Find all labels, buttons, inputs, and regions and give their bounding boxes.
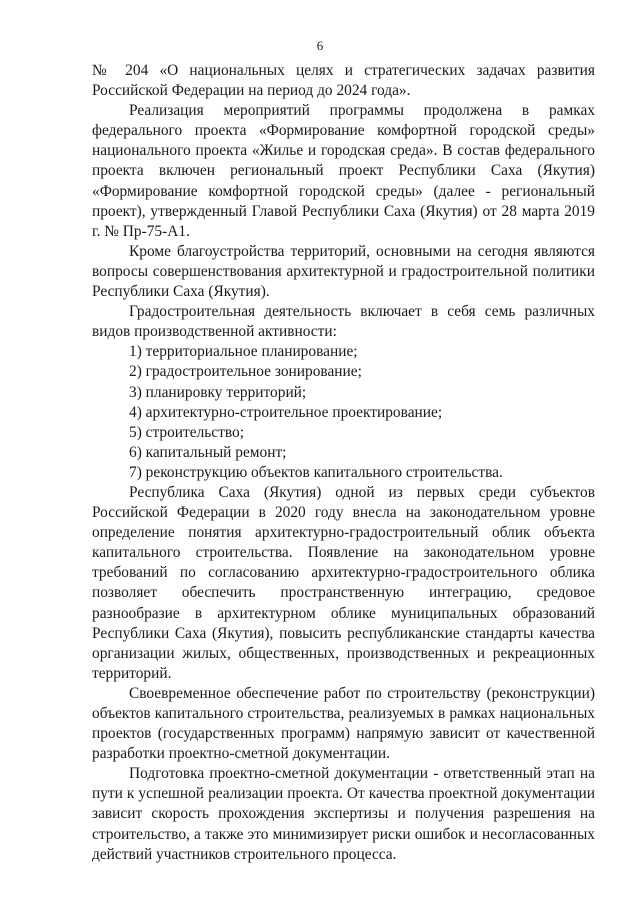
list-item: 2) градостроительное зонирование; — [129, 363, 362, 381]
activity-list — [92, 342, 595, 483]
paragraph-decree-reference: № 204 «О национальных целях и стратегических задачах развития Российской Федерации на период до 2024 года». — [92, 62, 595, 100]
paragraph-activity-types: Градостроительная деятельность включает в себя семь различных видов производственной активности: — [92, 303, 595, 341]
list-item: 4) архитектурно-строительное проектирование; — [129, 403, 443, 421]
paragraph-architectural-appearance: Республика Саха (Якутия) одной из первых среди субъектов Российской Федерации в 2020 году внесла на законодательном уровне определение понятия архитектурно-градостроительный облик объекта капитального строительства. Появление на законодательном уровне требований по согласованию архитектурно-градостроительного облика позволяет обеспечить пространственную интеграцию, средовое разнообразие в архитектурном облике муниципальных образований Республики Саха (Якутия), повысить республиканские стандарты качества организации жилых, общественных, производственных и рекреационных территорий. — [92, 483, 595, 682]
document-body — [92, 61, 595, 865]
paragraph-federal-project: Реализация мероприятий программы продолжена в рамках федерального проекта «Формирование комфортной городской среды» национального проекта «Жилье и городская среда». В состав федерального проекта включен региональный проект Республики Саха (Якутия) «Формирование комфортной городской среды» (далее - региональный проект), утвержденный Главой Республики Саха (Якутия) от 28 марта 2019 г. № Пр-75-А1. — [92, 102, 595, 240]
paragraph-construction-works: Своевременное обеспечение работ по строительству (реконструкции) объектов капитального строительства, реализуемых в рамках национальных проектов (государственных программ) напрямую зависит от качественной разработки проектно-сметной документации. — [92, 684, 595, 763]
paragraph-urban-policy: Кроме благоустройства территорий, основными на сегодня являются вопросы совершенствования архитектурной и градостроительной политики Республики Саха (Якутия). — [92, 242, 595, 301]
paragraph-design-documentation: Подготовка проектно-сметной документации - ответственный этап на пути к успешной реализации проекта. От качества проектной документации зависит скорость прохождения экспертизы и получения разрешения на строительство, а также это минимизирует риски ошибок и несогласованных действий участников строительного процесса. — [92, 765, 595, 863]
list-item: 5) строительство; — [129, 423, 244, 441]
list-item: 7) реконструкцию объектов капитального строительства. — [129, 463, 503, 481]
list-item: 1) территориальное планирование; — [129, 343, 358, 361]
list-item: 6) капитальный ремонт; — [129, 443, 287, 461]
list-item: 3) планировку территорий; — [129, 383, 307, 401]
page-number: 6 — [316, 38, 324, 53]
